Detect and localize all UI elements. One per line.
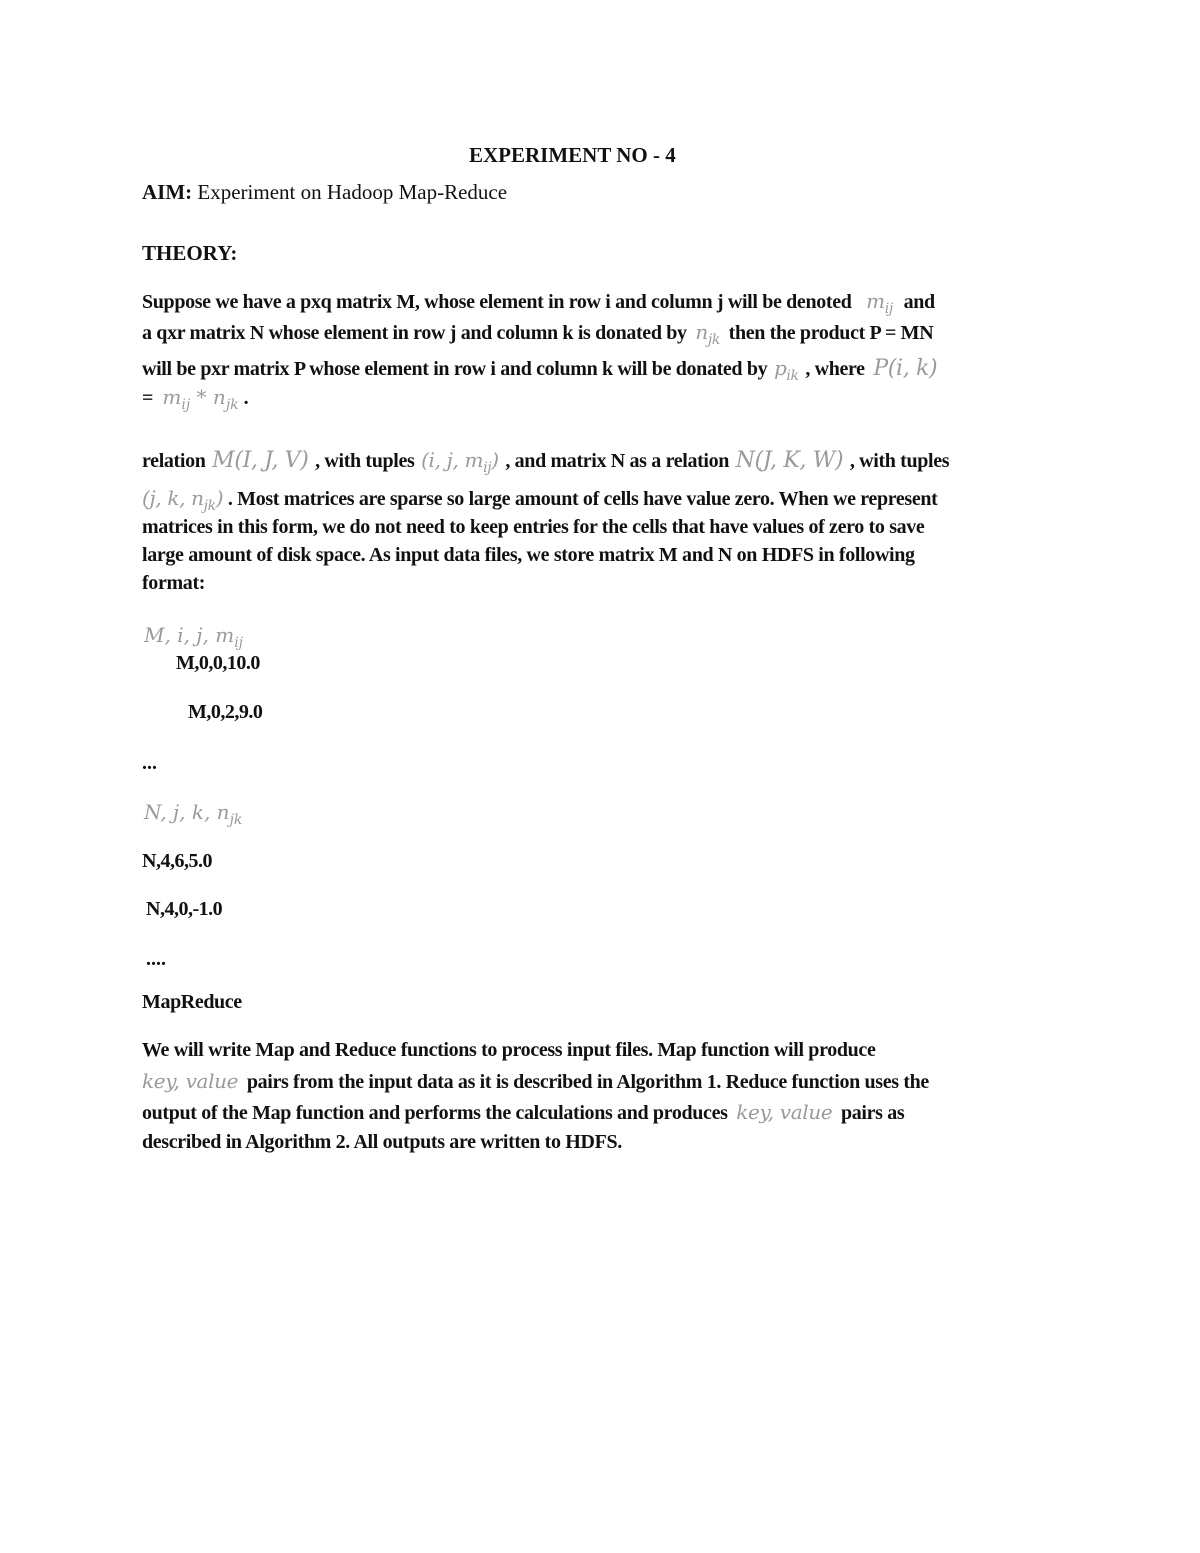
para2-line2 <box>142 486 937 514</box>
aim-label: AIM: <box>142 180 193 204</box>
para2-line2-text: . Most matrices are sparse so large amount of cells have value zero. When we represent <box>227 488 938 510</box>
para2-line1 <box>142 448 949 476</box>
ellipsis-2: .... <box>146 948 166 970</box>
math-n-jk: $n_{jk}$ <box>695 320 720 348</box>
ellipsis-1: ... <box>142 752 157 774</box>
para1-line4 <box>142 385 249 413</box>
data-m-row-1: M,0,0,10.0 <box>176 652 260 674</box>
para3-line3 <box>142 1100 904 1125</box>
para3-line2-text: pairs from the input data as it is described in Algorithm 1. Reduce function uses the <box>246 1071 929 1093</box>
math-tuple-jkn: (j, k, $n_{jk}$) <box>142 486 224 514</box>
math-m-ij: $m_{ij}$ <box>866 289 893 317</box>
para3-line3-text: output of the Map function and performs the calculations and produces <box>142 1102 728 1124</box>
aim-text: Experiment on Hadoop Map-Reduce <box>197 180 508 204</box>
para2-line3: matrices in this form, we do not need to keep entries for the cells that have values of zero to save <box>142 516 925 538</box>
math-key-value-2: key, value <box>736 1100 833 1124</box>
math-key-value-1: key, value <box>142 1069 239 1093</box>
math-p-ik: $p_{ik}$ <box>773 356 799 384</box>
theory-heading: THEORY: <box>142 241 238 265</box>
para1-line1-text: Suppose we have a pxq matrix M, whose element in row i and column j will be denoted <box>142 291 852 313</box>
math-m-format: M, i, j, $m_{ij}$ <box>144 623 244 651</box>
para1-line2-text: a qxr matrix N whose element in row j and column k is donated by <box>142 322 687 344</box>
data-n-row-2: N,4,0,-1.0 <box>146 898 223 920</box>
math-tuple-ijm: (i, j, $m_{ij}$) <box>421 448 499 476</box>
para2-line5: format: <box>142 572 206 594</box>
para2-tuples-label-1: , with tuples <box>315 450 415 472</box>
math-n-format: N, j, k, $n_{jk}$ <box>144 800 243 828</box>
para3-line1: We will write Map and Reduce functions to process input files. Map function will produce <box>142 1039 876 1061</box>
data-n-row-1: N,4,6,5.0 <box>142 850 212 872</box>
para1-line2 <box>142 320 933 348</box>
para1-line3-where: , where <box>805 358 865 380</box>
data-m-row-2: M,0,2,9.0 <box>188 701 263 723</box>
para2-line4: large amount of disk space. As input data files, we store matrix M and N on HDFS in following <box>142 544 915 566</box>
para2-tuples-label-2: , with tuples <box>849 450 950 472</box>
page-title: EXPERIMENT NO - 4 <box>469 143 676 167</box>
math-P-ik: P(i, k) <box>873 356 938 381</box>
para2-relation-n-label: , and matrix N as a relation <box>505 450 730 472</box>
para1-line3-text: will be pxr matrix P whose element in row i and column k will be donated by <box>142 358 768 380</box>
math-m-ij-times-n-jk: $m_{ij} * n_{jk}$ <box>162 385 239 413</box>
para1-line3 <box>142 356 937 384</box>
math-M-IJV: M(I, J, V) <box>212 448 309 473</box>
aim-line <box>142 180 507 205</box>
para1-line1-end: and <box>903 291 935 313</box>
para1-line1 <box>142 289 935 317</box>
para3-line4: described in Algorithm 2. All outputs are written to HDFS. <box>142 1131 622 1153</box>
mapreduce-heading: MapReduce <box>142 991 242 1013</box>
equals-sign: = <box>142 387 154 409</box>
para1-line2-end: then the product P = MN <box>728 322 934 344</box>
math-N-JKW: N(J, K, W) <box>735 448 844 473</box>
period: . <box>243 387 249 409</box>
para2-relation-label: relation <box>142 450 206 472</box>
para3-line3-end: pairs as <box>841 1102 905 1124</box>
para3-line2 <box>142 1069 929 1094</box>
